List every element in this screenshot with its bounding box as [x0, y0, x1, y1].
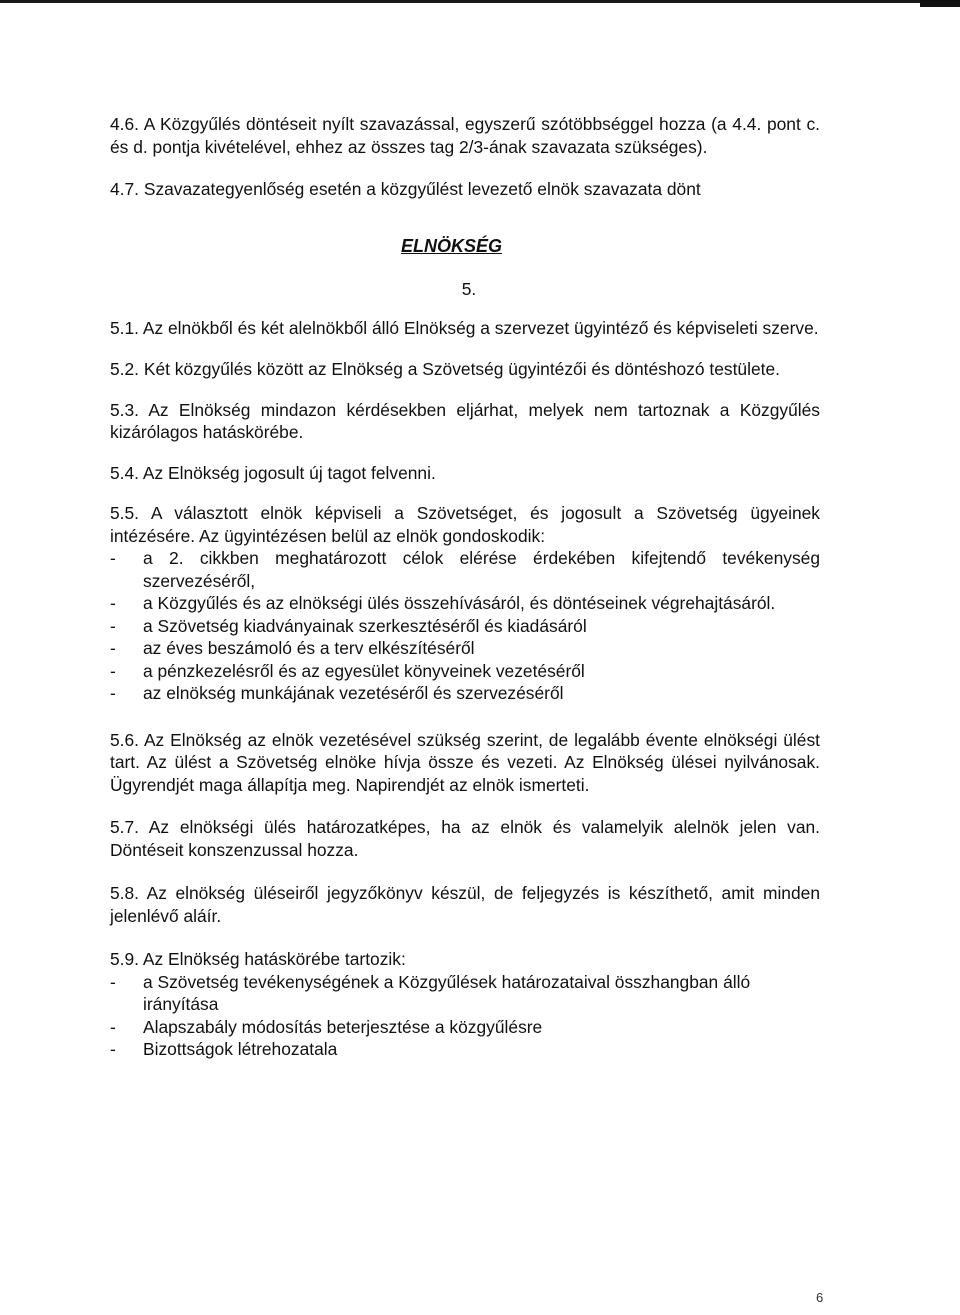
paragraph-5-7: 5.7. Az elnökségi ülés határozatképes, ha az elnök és valamelyik alelnök jelen van. Döntéseit konszenzussal hozza.: [110, 817, 820, 860]
list-item-text: a Szövetség kiadványainak szerkesztéséről és kiadásáról: [143, 615, 587, 636]
scan-corner-mark: [920, 0, 960, 7]
list-item: [110, 971, 820, 1016]
list-item: [110, 1038, 820, 1061]
paragraph-5-1: 5.1. Az elnökből és két alelnökből álló Elnökség a szervezet ügyintéző és képviseleti szerve.: [110, 317, 819, 338]
dash-marker: -: [110, 638, 116, 658]
list-item: [110, 1016, 820, 1039]
dash-marker: -: [110, 1016, 116, 1037]
dash-marker: -: [110, 660, 116, 681]
list-item-text: a Közgyűlés és az elnökségi ülés összehívásáról, és döntéseinek végrehajtásáról.: [143, 593, 776, 613]
list-item-text: Bizottságok létrehozatala: [143, 1039, 338, 1059]
list-item-text: a Szövetség tevékenységének a Közgyűlések határozataival összhangban álló irányítása: [143, 971, 751, 1014]
list-item: [110, 547, 820, 592]
dash-marker: -: [110, 593, 116, 613]
list-item: [110, 682, 820, 705]
scan-top-edge: [0, 0, 960, 3]
paragraph-4-6: 4.6. A Közgyűlés döntéseit nyílt szavazással, egyszerű szótöbbséggel hozza (a 4.4. pont c. és d. pontja kivételével, ehhez az összes tag 2/3-ának szavazata szükséges).: [110, 114, 820, 157]
dash-marker: -: [110, 615, 116, 636]
list-item-text: a 2. cikkben meghatározott célok elérése érdekében kifejtendő tevékenység szervezéséről,: [143, 548, 820, 591]
paragraph-4-7: 4.7. Szavazategyenlőség esetén a közgyűlést levezető elnök szavazata dönt: [110, 179, 701, 199]
paragraph-5-9: 5.9. Az Elnökség hatáskörébe tartozik:: [110, 949, 406, 969]
list-item-text: Alapszabály módosítás beterjesztése a közgyűlésre: [143, 1016, 543, 1037]
paragraph-5-5: 5.5. A választott elnök képviseli a Szövetséget, és jogosult a Szövetség ügyeinek intézésére. Az ügyintézésen belül az elnök gondoskodik:: [110, 503, 820, 546]
list-item-text: a pénzkezelésről és az egyesület könyveinek vezetéséről: [143, 660, 585, 681]
list-item-text: az elnökség munkájának vezetéséről és szervezéséről: [143, 683, 564, 703]
dash-marker: -: [110, 683, 116, 703]
list-item-text: az éves beszámoló és a terv elkészítéséről: [143, 638, 475, 658]
paragraph-5-9-list: [110, 971, 820, 1061]
list-item: [110, 615, 820, 638]
paragraph-5-2: 5.2. Két közgyűlés között az Elnökség a Szövetség ügyintézői és döntéshozó testülete.: [110, 359, 780, 379]
chapter-number: 5.: [461, 279, 477, 299]
paragraph-5-5-list: [110, 547, 820, 705]
paragraph-5-8: 5.8. Az elnökség üléseiről jegyzőkönyv készül, de feljegyzés is készíthető, amit minden jelenlévő aláír.: [110, 883, 820, 926]
document-page: [110, 113, 820, 1061]
dash-marker: -: [110, 548, 116, 568]
dash-marker: -: [110, 1039, 116, 1059]
dash-marker: -: [110, 971, 116, 992]
list-item: [110, 637, 820, 660]
list-item: [110, 660, 820, 683]
paragraph-5-3: 5.3. Az Elnökség mindazon kérdésekben eljárhat, melyek nem tartoznak a Közgyűlés kizárólagos hatáskörébe.: [110, 399, 820, 442]
list-item: [110, 592, 820, 615]
paragraph-5-4: 5.4. Az Elnökség jogosult új tagot felvenni.: [110, 462, 436, 483]
section-heading: ELNÖKSÉG: [400, 235, 502, 256]
paragraph-5-6: 5.6. Az Elnökség az elnök vezetésével szükség szerint, de legalább évente elnökségi ülést tart. Az ülést a Szövetség elnöke hívja össze és vezeti. Az Elnökség ülései nyilvánosak. Ügyrendjét maga állapítja meg. Napirendjét az elnök ismerteti.: [110, 729, 820, 795]
page-number: 6: [816, 1290, 824, 1305]
section-heading-block: [110, 235, 820, 258]
